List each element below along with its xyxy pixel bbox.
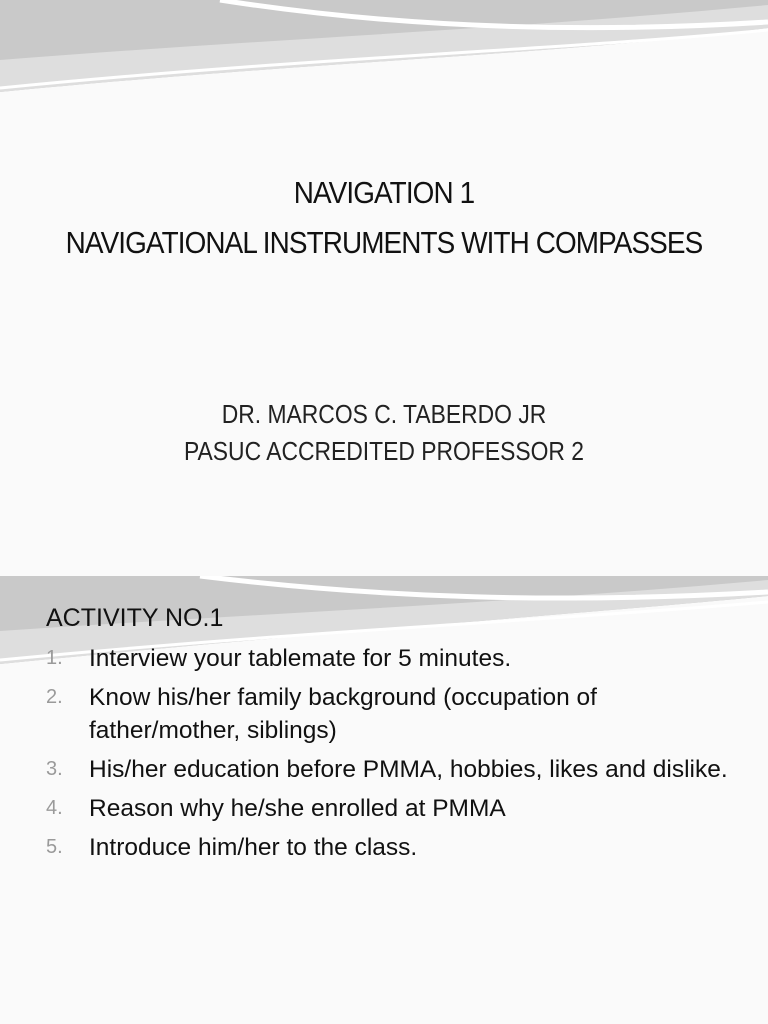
activity-list xyxy=(46,642,746,870)
author-name: DR. MARCOS C. TABERDO JR xyxy=(221,399,547,429)
slide-title xyxy=(38,168,729,268)
list-number: 5. xyxy=(46,836,63,858)
list-number: 2. xyxy=(46,686,63,708)
decorative-swoosh xyxy=(0,0,768,110)
author-title: PASUC ACCREDITED PROFESSOR 2 xyxy=(183,436,585,466)
list-text: Reason why he/she enrolled at PMMA xyxy=(89,795,506,822)
activity-slide xyxy=(0,576,768,1024)
title-line-2: NAVIGATIONAL INSTRUMENTS WITH COMPASSES xyxy=(65,225,703,260)
list-item xyxy=(46,831,746,864)
activity-heading: ACTIVITY NO.1 xyxy=(46,604,224,632)
list-text: Know his/her family background (occupation of father/mother, siblings) xyxy=(89,684,597,744)
list-number: 3. xyxy=(46,758,63,780)
list-text: Interview your tablemate for 5 minutes. xyxy=(89,645,512,672)
list-text: Introduce him/her to the class. xyxy=(89,834,418,861)
list-number: 1. xyxy=(46,647,63,669)
list-item xyxy=(46,642,746,675)
list-number: 4. xyxy=(46,797,63,819)
list-item xyxy=(46,792,746,825)
title-line-1: NAVIGATION 1 xyxy=(293,175,475,210)
list-text: His/her education before PMMA, hobbies, likes and dislike. xyxy=(89,756,728,783)
slide-subtitle xyxy=(46,396,722,470)
list-item xyxy=(46,681,746,747)
list-item xyxy=(46,753,746,786)
